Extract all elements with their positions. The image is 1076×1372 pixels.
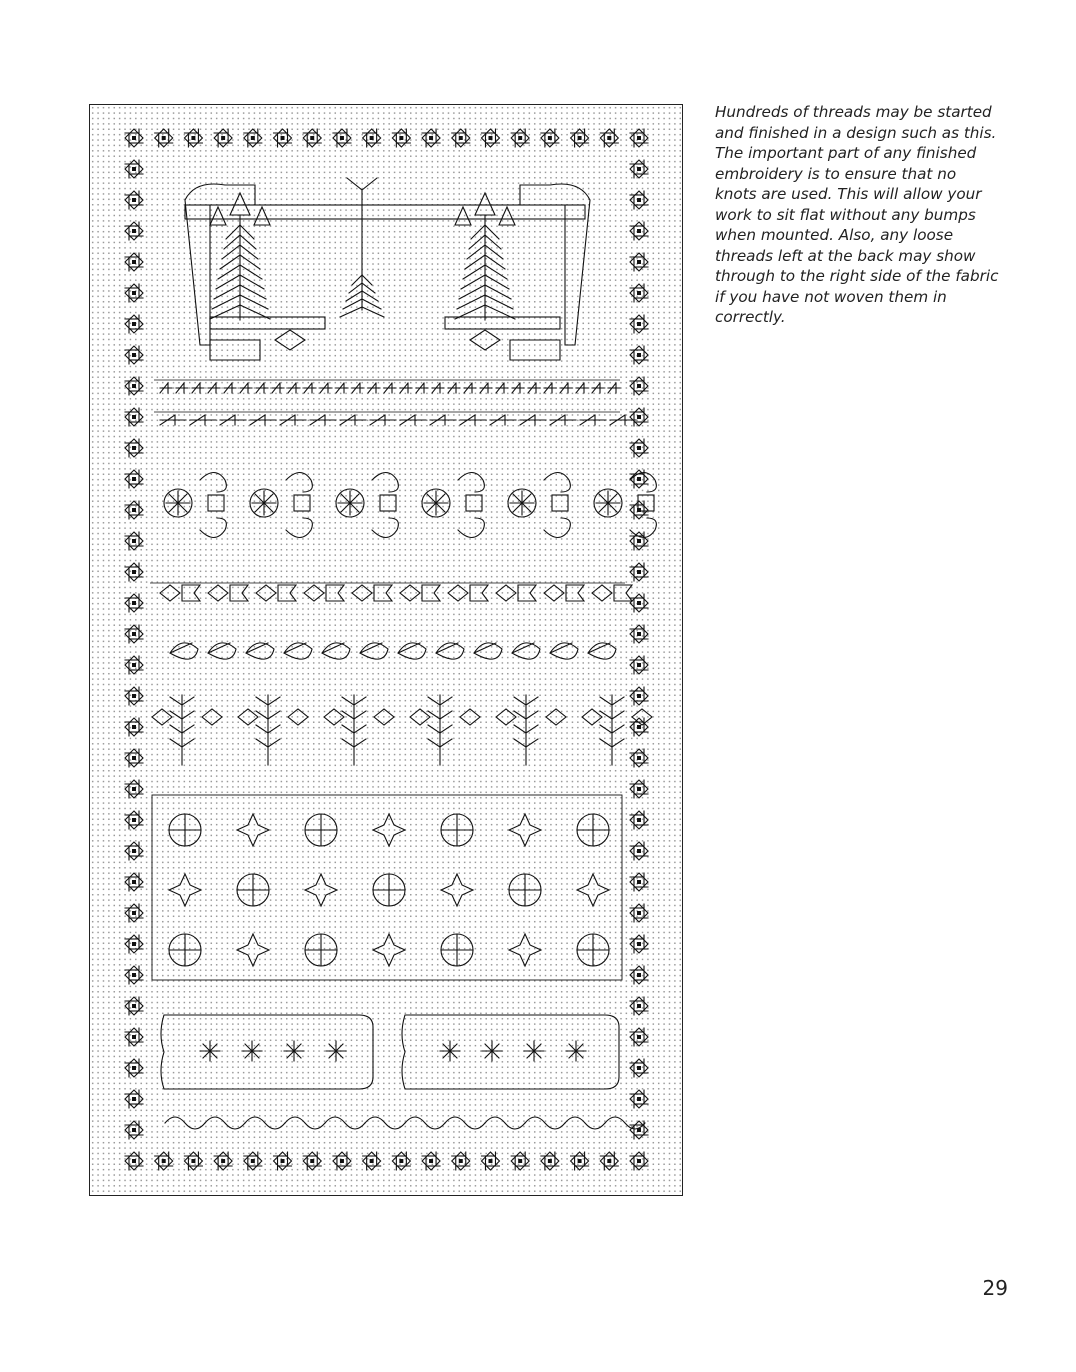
tulip-fern-panel [185,178,590,360]
blackwork-sampler-pattern [90,105,684,1197]
page-number: 29 [982,1276,1008,1300]
band-key-motif [154,380,620,393]
border-motif-frame [125,129,648,1170]
figure-caption: Hundreds of threads may be started and finished in a design such as this. The important part of any finished embroidery is to ensure that no knots are used. This will allow your work to sit flat without any bumps when mounted. Also, any loose threads left at the back may show through to the right side of the fabric if you have not woven them in correctly. [715,103,999,326]
sampler-chart-figure [89,104,683,1196]
fern-sprig-band [152,695,652,765]
pennant-band [150,583,632,601]
wave-band [165,1117,645,1129]
band-arrow-motif [154,412,636,425]
flower-star-panel [152,795,622,980]
leaf-band [170,643,616,659]
swirl-rosette-band [164,473,656,538]
scroll-panel [161,1015,619,1089]
